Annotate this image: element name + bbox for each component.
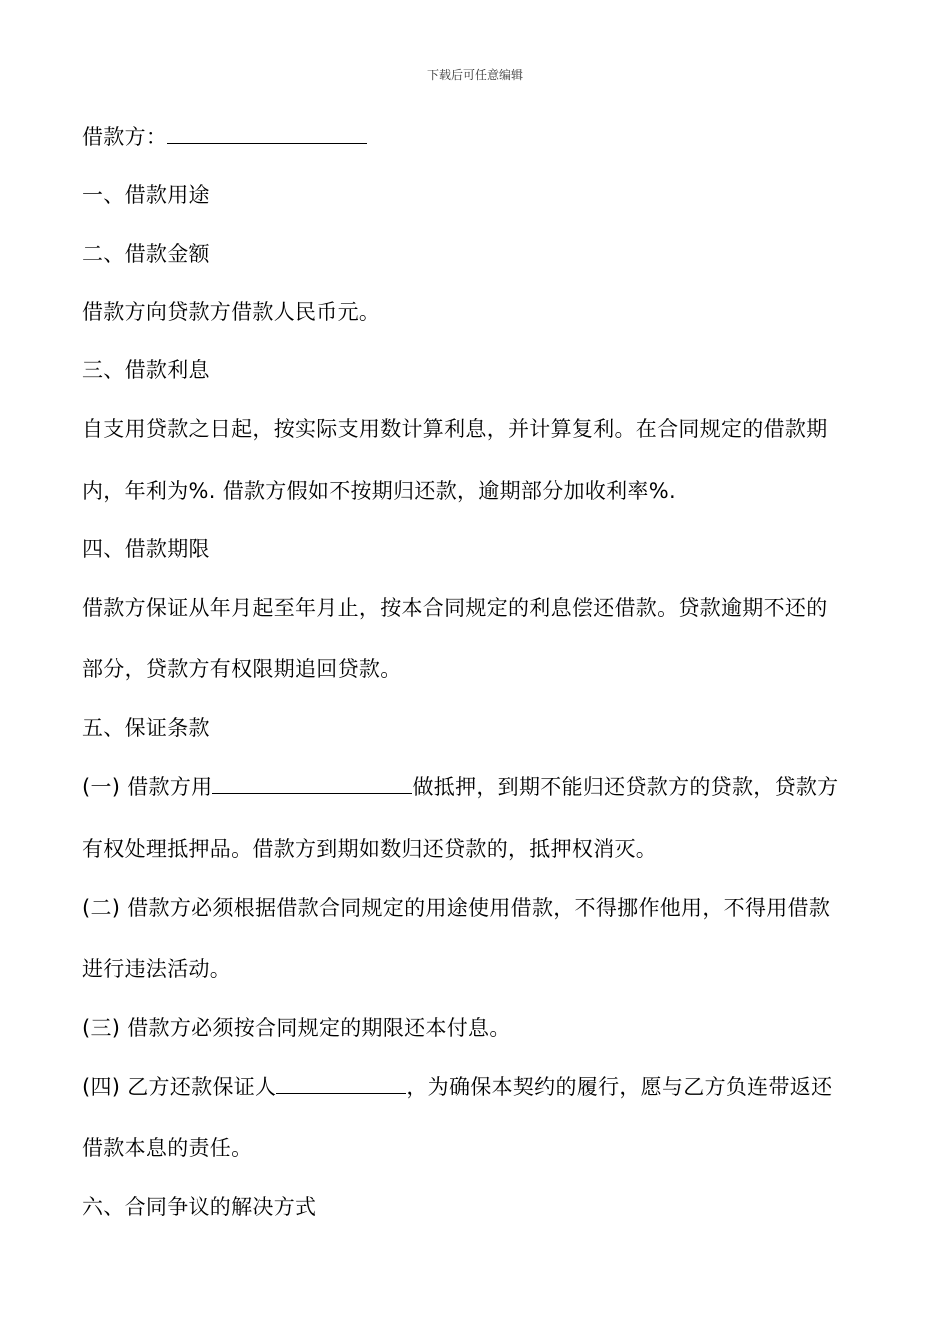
borrower-label: 借款方：	[82, 125, 168, 149]
borrower-line	[82, 123, 872, 151]
section-heading: 三、借款利息	[82, 358, 210, 382]
paragraph-line: (二) 借款方必须根据借款合同规定的用途使用借款，不得挪作他用，不得用借款	[82, 896, 831, 920]
paragraph-line: 内，年利为%. 借款方假如不按期归还款，逾期部分加收利率%.	[82, 479, 676, 503]
borrower-blank-field	[167, 123, 367, 144]
guarantor-blank-field	[276, 1073, 406, 1094]
clause-text: (一) 借款方用	[82, 775, 213, 799]
paragraph-line: (三) 借款方必须按合同规定的期限还本付息。	[82, 1016, 511, 1040]
paragraph-line: 有权处理抵押品。借款方到期如数归还贷款的，抵押权消灭。	[82, 837, 658, 861]
paragraph-line: 借款方保证从年月起至年月止，按本合同规定的利息偿还借款。贷款逾期不还的	[82, 596, 828, 620]
clause-line	[82, 773, 872, 801]
section-heading: 六、合同争议的解决方式	[82, 1195, 317, 1219]
paragraph-line: 进行违法活动。	[82, 957, 232, 981]
section-heading: 二、借款金额	[82, 242, 210, 266]
paragraph-line: 借款方向贷款方借款人民币元。	[82, 300, 381, 324]
section-heading: 五、保证条款	[82, 716, 210, 740]
clause-text: (四) 乙方还款保证人	[82, 1075, 277, 1099]
clause-text: ，为确保本契约的履行，愿与乙方负连带返还	[406, 1075, 833, 1099]
page-header: 下载后可任意编辑	[426, 68, 523, 82]
paragraph-line: 借款本息的责任。	[82, 1136, 253, 1160]
section-heading: 四、借款期限	[82, 537, 210, 561]
paragraph-line: 自支用贷款之日起，按实际支用数计算利息，并计算复利。在合同规定的借款期	[82, 417, 828, 441]
paragraph-line: 部分，贷款方有权限期追回贷款。	[82, 657, 402, 681]
clause-text: 做抵押，到期不能归还贷款方的贷款，贷款方	[412, 775, 839, 799]
collateral-blank-field	[212, 773, 412, 794]
clause-line	[82, 1073, 872, 1101]
section-heading: 一、借款用途	[82, 183, 210, 207]
